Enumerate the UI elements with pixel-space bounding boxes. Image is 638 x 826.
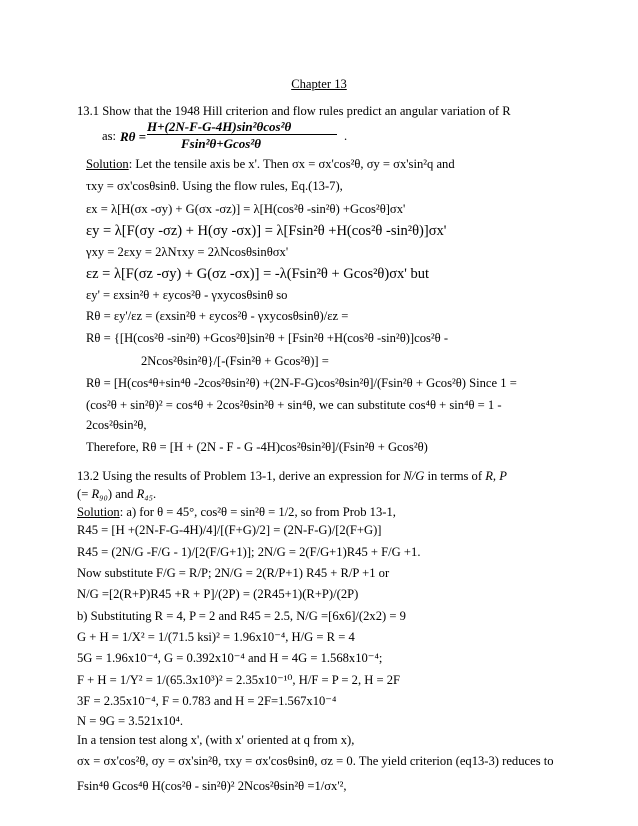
chapter-title: Chapter 13 xyxy=(291,77,347,91)
solution-13-1-line-8: Rθ = εy'/εz = (εxsin²θ + εycos²θ - γxycosθsinθ)/εz = xyxy=(86,309,349,323)
solution-13-2-line-4: Now substitute F/G = R/P; 2N/G = 2(R/P+1) R45 + R/P +1 or xyxy=(77,566,390,580)
solution-13-2-line-12: In a tension test along x', (with x' oriented at q from x), xyxy=(77,733,355,747)
solution-13-2-line-5: N/G =[2(R+P)R45 +R + P]/(2P) = (2R45+1)(R+P)/(2P) xyxy=(77,587,359,601)
solution-13-2-line-10: 3F = 2.35x10⁻⁴, F = 0.783 and H = 2F=1.567x10⁻⁴ xyxy=(77,694,337,708)
solution-13-2-line-13: σx = σx'cos²θ, σy = σx'sin²θ, τxy = σx'cosθsinθ, σz = 0. The yield criterion (eq13-3) reduces to xyxy=(77,754,554,768)
solution-13-1-line-11: Rθ = [H(cos⁴θ+sin⁴θ -2cos²θsin²θ) +(2N-F-G)cos²θsin²θ]/(Fsin²θ + Gcos²θ) Since 1 = xyxy=(86,376,517,390)
solution-13-2-line-9: F + H = 1/Y² = 1/(65.3x10³)² = 2.35x10⁻¹⁰, H/F = P = 2, H = 2F xyxy=(77,673,401,687)
problem-13-1-heading: 13.1 Show that the 1948 Hill criterion and flow rules predict an angular variation of R xyxy=(77,104,511,118)
solution-13-2-line-1: Solution: a) for θ = 45°, cos²θ = sin²θ = 1/2, so from Prob 13-1, xyxy=(77,505,396,519)
formula-as-label: as: xyxy=(102,129,116,143)
solution-13-1-line-10: 2Ncos²θsin²θ}/[-(Fsin²θ + Gcos²θ)] = xyxy=(141,354,329,368)
solution-13-1-line-12: (cos²θ + sin²θ)² = cos⁴θ + 2cos²θsin²θ + sin⁴θ, we can substitute cos⁴θ + sin⁴θ = 1 - xyxy=(86,398,502,412)
formula-numerator: H+(2N-F-G-4H)sin²θcos²θ xyxy=(147,119,292,134)
formula-fraction-bar xyxy=(147,134,337,135)
solution-13-1-line-1: Solution: Let the tensile axis be x'. Then σx = σx'cos²θ, σy = σx'sin²q and xyxy=(86,157,455,171)
solution-label: Solution xyxy=(86,157,129,171)
solution-13-1-line-3: εx = λ[H(σx -σy) + G(σx -σz)] = λ[H(cos²θ -sin²θ) +Gcos²θ]σx' xyxy=(86,202,406,216)
solution-13-2-line-6: b) Substituting R = 4, P = 2 and R45 = 2.5, N/G =[6x6]/(2x2) = 9 xyxy=(77,609,406,623)
solution-13-1-line-14: Therefore, Rθ = [H + (2N - F - G -4H)cos²θsin²θ]/(Fsin²θ + Gcos²θ) xyxy=(86,440,428,454)
solution-13-1-line-7: εy' = εxsin²θ + εycos²θ - γxycosθsinθ so xyxy=(86,288,288,302)
solution-13-1-line-2: τxy = σx'cosθsinθ. Using the flow rules, Eq.(13-7), xyxy=(86,179,343,193)
solution-13-1-line-6: εz = λ[F(σz -σy) + G(σz -σx)] = -λ(Fsin²θ + Gcos²θ)σx' but xyxy=(86,266,430,282)
problem-13-2-heading-line-2: (= R₉₀) and R₄₅. xyxy=(77,487,157,501)
solution-13-1-line-9: Rθ = {[H(cos²θ -sin²θ) +Gcos²θ]sin²θ + [Fsin²θ +H(cos²θ -sin²θ)]cos²θ - xyxy=(86,331,449,345)
formula-lhs: Rθ = xyxy=(120,129,147,144)
solution-13-2-line-8: 5G = 1.96x10⁻⁴, G = 0.392x10⁻⁴ and H = 4G = 1.568x10⁻⁴; xyxy=(77,651,383,665)
solution-13-1-line-4: εy = λ[F(σy -σz) + H(σy -σx)] = λ[Fsin²θ +H(cos²θ -sin²θ)]σx' xyxy=(86,223,447,239)
solution-13-2-line-2: R45 = [H +(2N-F-G-4H)/4]/[(F+G)/2] = (2N-F-G)/[2(F+G)] xyxy=(77,523,382,537)
solution-13-1-line-5: γxy = 2εxy = 2λNτxy = 2λNcosθsinθσx' xyxy=(86,245,289,259)
solution-13-2-line-7: G + H = 1/X² = 1/(71.5 ksi)² = 1.96x10⁻⁴, H/G = R = 4 xyxy=(77,630,355,644)
solution-13-2-line-11: N = 9G = 3.521x10⁴. xyxy=(77,714,184,728)
solution-13-2-line-3: R45 = (2N/G -F/G - 1)/[2(F/G+1)]; 2N/G = 2(F/G+1)R45 + F/G +1. xyxy=(77,545,421,559)
solution-13-2-line-14: Fsin⁴θ Gcos⁴θ H(cos²θ - sin²θ)² 2Ncos²θsin²θ =1/σx'², xyxy=(77,779,347,793)
formula-period: . xyxy=(344,129,348,143)
solution-13-1-line-13: 2cos²θsin²θ, xyxy=(86,418,147,432)
solution-label: Solution xyxy=(77,505,120,519)
formula-denominator: Fsin²θ+Gcos²θ xyxy=(181,136,261,151)
problem-13-2-heading: 13.2 Using the results of Problem 13-1, derive an expression for N/G in terms of R, P xyxy=(77,469,507,483)
